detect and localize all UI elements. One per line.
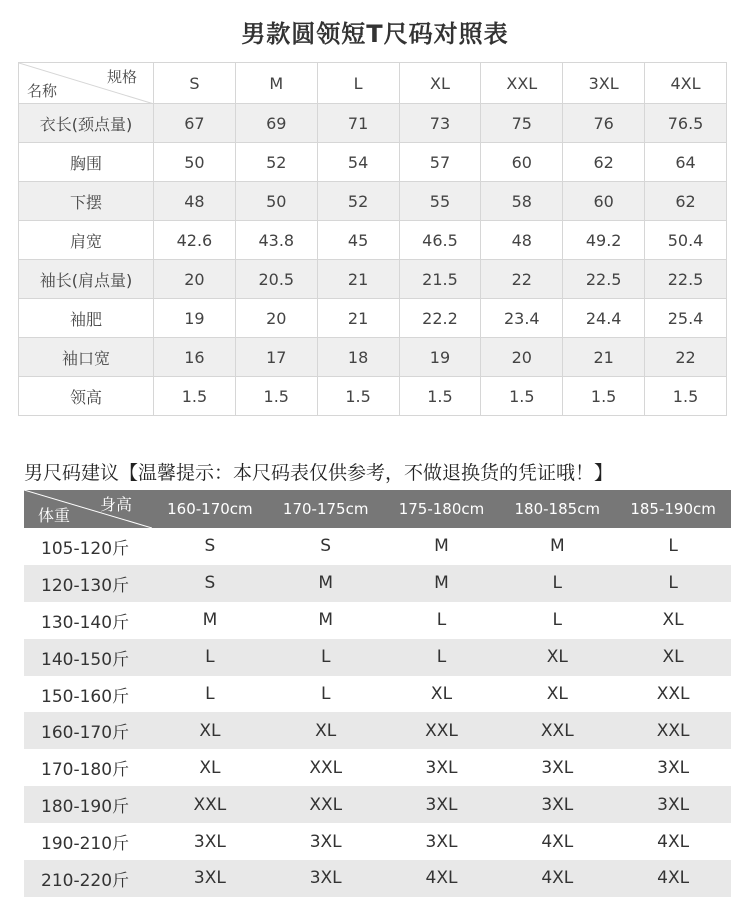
weight-range: 190-210斤	[24, 823, 152, 860]
size-table-row	[19, 299, 727, 338]
recommended-size: XXL	[499, 712, 615, 749]
recommended-size: 3XL	[615, 749, 731, 786]
measurement-value: 48	[154, 182, 236, 221]
recommend-table-row	[24, 823, 731, 860]
measurement-value: 50	[235, 182, 317, 221]
weight-range: 180-190斤	[24, 786, 152, 823]
corner-label-name: 名称	[27, 82, 58, 100]
recommended-size: 3XL	[268, 823, 384, 860]
recommended-size: 4XL	[615, 860, 731, 897]
recommend-corner-cell	[24, 490, 152, 528]
measurement-value: 50	[154, 143, 236, 182]
recommended-size: XL	[268, 712, 384, 749]
recommended-size: L	[499, 602, 615, 639]
size-table-row	[19, 143, 727, 182]
recommended-size: 3XL	[152, 823, 268, 860]
size-header-row	[19, 63, 727, 104]
weight-range: 170-180斤	[24, 749, 152, 786]
measurement-value: 54	[317, 143, 399, 182]
size-table-row	[19, 182, 727, 221]
measurement-value: 42.6	[154, 221, 236, 260]
measurement-value: 52	[235, 143, 317, 182]
recommend-table-row	[24, 676, 731, 713]
recommend-table	[24, 490, 731, 897]
measurement-value: 17	[235, 338, 317, 377]
recommended-size: 3XL	[152, 860, 268, 897]
measurement-value: 21	[317, 299, 399, 338]
measurement-value: 1.5	[399, 377, 481, 416]
size-col-header: XL	[399, 63, 481, 104]
measurement-value: 22.5	[563, 260, 645, 299]
height-col-header: 185-190cm	[615, 490, 731, 528]
measurement-value: 19	[154, 299, 236, 338]
measurement-value: 60	[563, 182, 645, 221]
height-col-header: 160-170cm	[152, 490, 268, 528]
size-col-header: XXL	[481, 63, 563, 104]
measurement-value: 45	[317, 221, 399, 260]
measurement-value: 46.5	[399, 221, 481, 260]
measurement-name: 下摆	[19, 182, 154, 221]
recommend-table-row	[24, 860, 731, 897]
measurement-value: 62	[563, 143, 645, 182]
measurement-value: 21	[317, 260, 399, 299]
weight-range: 160-170斤	[24, 712, 152, 749]
measurement-name: 袖长(肩点量)	[19, 260, 154, 299]
recommended-size: 4XL	[499, 823, 615, 860]
recommended-size: L	[268, 676, 384, 713]
recommended-size: M	[499, 528, 615, 565]
recommended-size: L	[615, 528, 731, 565]
measurement-value: 62	[645, 182, 727, 221]
measurement-value: 23.4	[481, 299, 563, 338]
size-table-row	[19, 377, 727, 416]
recommended-size: S	[152, 528, 268, 565]
recommended-size: M	[152, 602, 268, 639]
recommended-size: XXL	[384, 712, 500, 749]
measurement-value: 76	[563, 104, 645, 143]
measurement-name: 衣长(颈点量)	[19, 104, 154, 143]
corner-label-height: 身高	[99, 495, 132, 514]
measurement-value: 52	[317, 182, 399, 221]
recommended-size: XL	[499, 639, 615, 676]
size-table-row	[19, 221, 727, 260]
size-table-row	[19, 104, 727, 143]
recommend-table-body	[24, 528, 731, 897]
weight-range: 105-120斤	[24, 528, 152, 565]
measurement-value: 1.5	[317, 377, 399, 416]
recommended-size: L	[499, 565, 615, 602]
measurement-value: 22.2	[399, 299, 481, 338]
recommended-size: 3XL	[268, 860, 384, 897]
recommended-size: L	[384, 602, 500, 639]
recommended-size: 4XL	[499, 860, 615, 897]
measurement-name: 袖口宽	[19, 338, 154, 377]
recommended-size: M	[268, 602, 384, 639]
recommended-size: M	[384, 565, 500, 602]
measurement-value: 19	[399, 338, 481, 377]
measurement-value: 49.2	[563, 221, 645, 260]
measurement-name: 领高	[19, 377, 154, 416]
recommend-table-row	[24, 712, 731, 749]
corner-label-spec: 规格	[106, 68, 137, 86]
measurement-value: 21.5	[399, 260, 481, 299]
measurement-name: 袖肥	[19, 299, 154, 338]
size-col-header: S	[154, 63, 236, 104]
measurement-name: 胸围	[19, 143, 154, 182]
recommended-size: L	[268, 639, 384, 676]
recommend-title: 男尺码建议【温馨提示：本尺码表仅供参考，不做退换货的凭证哦！】	[24, 462, 614, 484]
size-chart-table	[18, 62, 727, 416]
recommend-header-row	[24, 490, 731, 528]
recommended-size: XXL	[615, 712, 731, 749]
measurement-value: 75	[481, 104, 563, 143]
measurement-value: 1.5	[481, 377, 563, 416]
recommended-size: L	[384, 639, 500, 676]
measurement-value: 1.5	[563, 377, 645, 416]
recommend-table-row	[24, 749, 731, 786]
recommended-size: XXL	[268, 786, 384, 823]
measurement-value: 43.8	[235, 221, 317, 260]
size-table-row	[19, 338, 727, 377]
recommended-size: XL	[499, 676, 615, 713]
measurement-name: 肩宽	[19, 221, 154, 260]
measurement-value: 67	[154, 104, 236, 143]
measurement-value: 1.5	[235, 377, 317, 416]
recommended-size: XXL	[152, 786, 268, 823]
recommended-size: XL	[152, 749, 268, 786]
size-table-row	[19, 260, 727, 299]
recommend-table-row	[24, 528, 731, 565]
measurement-value: 58	[481, 182, 563, 221]
measurement-value: 64	[645, 143, 727, 182]
corner-label-weight: 体重	[38, 506, 71, 525]
recommended-size: L	[615, 565, 731, 602]
recommended-size: 3XL	[499, 786, 615, 823]
weight-range: 130-140斤	[24, 602, 152, 639]
measurement-value: 50.4	[645, 221, 727, 260]
recommended-size: L	[152, 676, 268, 713]
size-col-header: 3XL	[563, 63, 645, 104]
measurement-value: 22.5	[645, 260, 727, 299]
recommended-size: 3XL	[615, 786, 731, 823]
weight-range: 210-220斤	[24, 860, 152, 897]
recommend-table-row	[24, 565, 731, 602]
measurement-value: 20.5	[235, 260, 317, 299]
measurement-value: 24.4	[563, 299, 645, 338]
measurement-value: 25.4	[645, 299, 727, 338]
weight-range: 140-150斤	[24, 639, 152, 676]
measurement-value: 22	[645, 338, 727, 377]
size-col-header: L	[317, 63, 399, 104]
recommended-size: 3XL	[499, 749, 615, 786]
recommended-size: 4XL	[384, 860, 500, 897]
height-col-header: 180-185cm	[499, 490, 615, 528]
size-corner-cell	[19, 63, 154, 104]
measurement-value: 48	[481, 221, 563, 260]
measurement-value: 1.5	[154, 377, 236, 416]
recommended-size: S	[152, 565, 268, 602]
recommended-size: 3XL	[384, 786, 500, 823]
measurement-value: 60	[481, 143, 563, 182]
recommended-size: XL	[384, 676, 500, 713]
height-col-header: 170-175cm	[268, 490, 384, 528]
recommended-size: XL	[152, 712, 268, 749]
measurement-value: 20	[235, 299, 317, 338]
measurement-value: 57	[399, 143, 481, 182]
measurement-value: 18	[317, 338, 399, 377]
weight-range: 120-130斤	[24, 565, 152, 602]
recommend-table-row	[24, 602, 731, 639]
size-table-body	[19, 104, 727, 416]
measurement-value: 76.5	[645, 104, 727, 143]
size-col-header: 4XL	[645, 63, 727, 104]
measurement-value: 20	[481, 338, 563, 377]
measurement-value: 71	[317, 104, 399, 143]
measurement-value: 22	[481, 260, 563, 299]
size-col-header: M	[235, 63, 317, 104]
recommended-size: XXL	[615, 676, 731, 713]
recommended-size: S	[268, 528, 384, 565]
measurement-value: 16	[154, 338, 236, 377]
measurement-value: 73	[399, 104, 481, 143]
measurement-value: 20	[154, 260, 236, 299]
recommend-table-row	[24, 639, 731, 676]
measurement-value: 55	[399, 182, 481, 221]
page-title: 男款圆领短T尺码对照表	[241, 20, 509, 48]
recommended-size: XXL	[268, 749, 384, 786]
recommended-size: L	[152, 639, 268, 676]
measurement-value: 1.5	[645, 377, 727, 416]
height-col-header: 175-180cm	[384, 490, 500, 528]
recommended-size: 4XL	[615, 823, 731, 860]
recommended-size: 3XL	[384, 749, 500, 786]
recommend-table-row	[24, 786, 731, 823]
recommended-size: XL	[615, 639, 731, 676]
measurement-value: 21	[563, 338, 645, 377]
weight-range: 150-160斤	[24, 676, 152, 713]
measurement-value: 69	[235, 104, 317, 143]
recommended-size: 3XL	[384, 823, 500, 860]
recommended-size: M	[268, 565, 384, 602]
recommended-size: XL	[615, 602, 731, 639]
recommended-size: M	[384, 528, 500, 565]
